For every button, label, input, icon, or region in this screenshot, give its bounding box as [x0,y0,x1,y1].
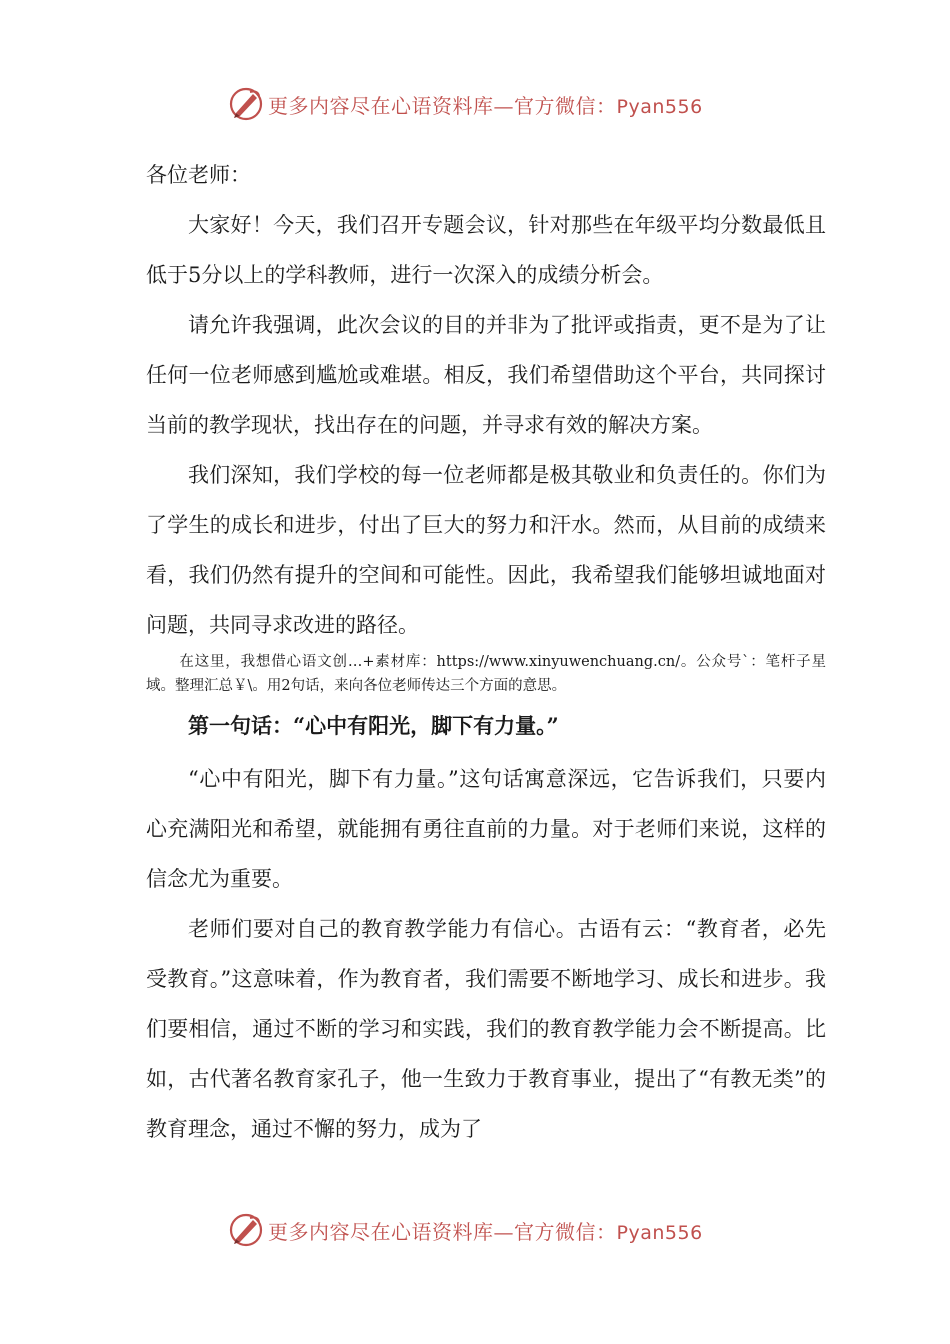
banner-text [268,1216,703,1245]
banner-wechat-id: Pyan556 [616,1221,703,1244]
salutation: 各位老师： [146,163,251,187]
banner-label: 更多内容尽在心语资料库—官方微信： [268,93,617,118]
section-heading-1: 第一句话：“心中有阳光，脚下有力量。” [188,713,559,738]
header-banner [228,84,703,124]
section1-paragraph-1: “心中有阳光，脚下有力量。”这句话寓意深远，它告诉我们，只要内心充满阳光和希望，就能拥有勇往直前的力量。对于老师们来说，这样的信念尤为重要。 [146,767,826,891]
paragraph-2: 请允许我强调，此次会议的目的并非为了批评或指责，更不是为了让任何一位老师感到尴尬或难堪。相反，我们希望借助这个平台，共同探讨当前的教学现状，找出存在的问题，并寻求有效的解决方案。 [146,313,826,437]
footer-banner [228,1210,703,1250]
inserted-note: 在这里，我想借心语文创…+素材库：https://www.xinyuwenchuang.cn/。公众号`：笔杆子星域。整理汇总￥\。用2句话，来向各位老师传达三个方面的意思。 [146,654,826,694]
pen-logo-icon [228,1212,264,1248]
banner-text [268,90,703,119]
banner-wechat-id: Pyan556 [616,95,703,118]
pen-logo-icon [228,86,264,122]
paragraph-1: 大家好！今天，我们召开专题会议，针对那些在年级平均分数最低且低于5分以上的学科教师，进行一次深入的成绩分析会。 [146,213,826,287]
banner-label: 更多内容尽在心语资料库—官方微信： [268,1219,617,1244]
document-body [146,150,826,1154]
paragraph-3: 我们深知，我们学校的每一位老师都是极其敬业和负责任的。你们为了学生的成长和进步，付出了巨大的努力和汗水。然而，从目前的成绩来看，我们仍然有提升的空间和可能性。因此，我希望我们能够坦诚地面对问题，共同寻求改进的路径。 [146,463,826,637]
section1-paragraph-2: 老师们要对自己的教育教学能力有信心。古语有云：“教育者，必先受教育。”这意味着，作为教育者，我们需要不断地学习、成长和进步。我们要相信，通过不断的学习和实践，我们的教育教学能力会不断提高。比如，古代著名教育家孔子，他一生致力于教育事业，提出了“有教无类”的教育理念，通过不懈的努力，成为了 [146,917,826,1141]
